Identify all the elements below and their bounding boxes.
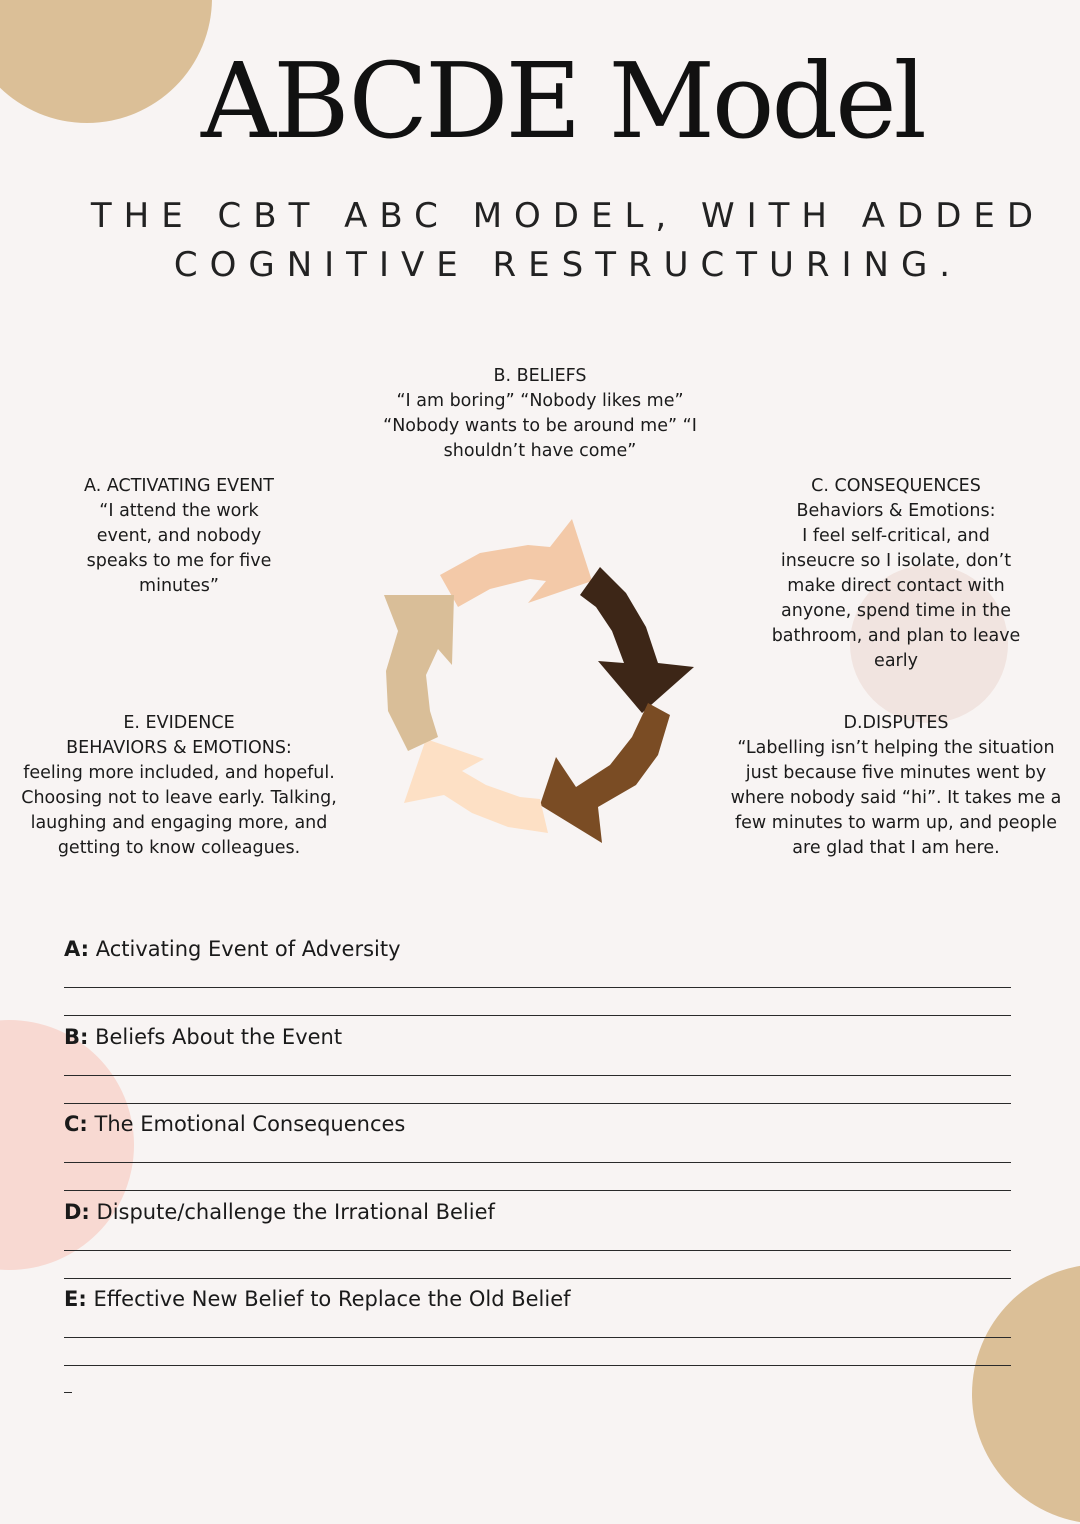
page-subtitle: THE CBT ABC MODEL, WITH ADDED COGNITIVE RESTRUCTURING. [90, 196, 1046, 285]
cycle-arrow-dark [580, 567, 694, 713]
disputes-line: where nobody said “hi”. It takes me a [730, 788, 1062, 808]
activating-event-heading: A. ACTIVATING EVENT [84, 476, 274, 496]
answer-line[interactable] [64, 1190, 1011, 1191]
answer-line[interactable] [64, 1162, 1011, 1163]
activating-event-line: event, and nobody [96, 526, 262, 546]
answer-line[interactable] [64, 1103, 1011, 1104]
beliefs-block [365, 364, 715, 464]
cycle-arrow-brown [540, 703, 670, 843]
cycle-arrow-cream [404, 739, 548, 833]
evidence-heading: E. EVIDENCE [123, 713, 235, 733]
consequences-line: anyone, spend time in the [781, 601, 1011, 621]
evidence-line: laughing and engaging more, and [30, 813, 328, 833]
answer-line[interactable] [64, 1250, 1011, 1251]
disputes-heading: D.DISPUTES [843, 713, 949, 733]
worksheet-label [64, 1284, 1011, 1314]
consequences-line: inseucre so I isolate, don’t [780, 551, 1012, 571]
consequences-line: bathroom, and plan to leave [771, 626, 1021, 646]
answer-line[interactable] [64, 1075, 1011, 1076]
answer-line[interactable] [64, 1278, 1011, 1279]
worksheet-item-a [64, 934, 1011, 1022]
activating-event-block [50, 474, 308, 599]
consequences-line: Behaviors & Emotions: [796, 501, 996, 521]
worksheet-letter: A: [64, 937, 90, 961]
beliefs-heading: B. BELIEFS [493, 366, 587, 386]
activating-event-line: “I attend the work [99, 501, 259, 521]
page-title: ABCDE Model [201, 40, 924, 162]
disputes-line: are glad that I am here. [792, 838, 1000, 858]
worksheet-item-e [64, 1284, 1011, 1372]
consequences-line: I feel self-critical, and [802, 526, 990, 546]
worksheet-label [64, 934, 1011, 964]
trailing-dash [64, 1392, 72, 1393]
worksheet-text: Beliefs About the Event [95, 1024, 343, 1049]
beliefs-line: shouldn’t have come” [443, 441, 637, 461]
activating-event-line: speaks to me for five [86, 551, 272, 571]
consequences-heading: C. CONSEQUENCES [811, 476, 981, 496]
beliefs-line: “I am boring” “Nobody likes me” [396, 391, 684, 411]
worksheet-label [64, 1109, 1011, 1139]
worksheet-item-d [64, 1197, 1011, 1285]
evidence-line: feeling more included, and hopeful. [23, 763, 335, 783]
beliefs-line: “Nobody wants to be around me” “I [383, 416, 697, 436]
activating-event-line: minutes” [139, 576, 219, 596]
worksheet-item-b [64, 1022, 1011, 1110]
evidence-line: Choosing not to leave early. Talking, [21, 788, 337, 808]
worksheet-text: Activating Event of Adversity [95, 937, 401, 961]
evidence-block [6, 711, 352, 861]
consequences-block [752, 474, 1040, 674]
answer-line[interactable] [64, 1337, 1011, 1338]
evidence-line: getting to know colleagues. [57, 838, 301, 858]
worksheet-text: The Emotional Consequences [94, 1112, 406, 1136]
worksheet-text: Effective New Belief to Replace the Old Belief [93, 1287, 571, 1311]
cycle-arrow-tan [384, 595, 454, 751]
worksheet-item-c [64, 1109, 1011, 1197]
answer-line[interactable] [64, 1015, 1011, 1016]
consequences-line: make direct contact with [787, 576, 1005, 596]
worksheet [64, 934, 1011, 1372]
disputes-line: few minutes to warm up, and people [735, 813, 1057, 833]
worksheet-letter: C: [64, 1112, 88, 1136]
cycle-arrow-peach [440, 519, 592, 607]
worksheet-letter: B: [64, 1024, 89, 1049]
evidence-line: BEHAVIORS & EMOTIONS: [66, 738, 292, 758]
worksheet-letter: E: [64, 1287, 87, 1311]
worksheet-letter: D: [64, 1199, 90, 1224]
cycle-arrows-diagram [380, 515, 700, 845]
consequences-line: early [874, 651, 918, 671]
disputes-line: just because five minutes went by [745, 763, 1047, 783]
worksheet-text: Dispute/challenge the Irrational Belief [96, 1199, 495, 1224]
worksheet-label [64, 1197, 1011, 1227]
disputes-line: “Labelling isn’t helping the situation [737, 738, 1055, 758]
disputes-block [718, 711, 1074, 861]
answer-line[interactable] [64, 1365, 1011, 1366]
worksheet-label [64, 1022, 1011, 1052]
answer-line[interactable] [64, 987, 1011, 988]
